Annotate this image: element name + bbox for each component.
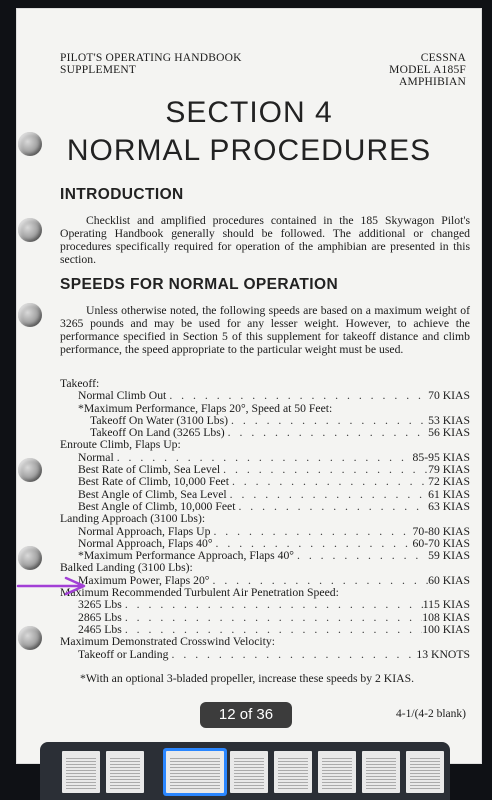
speed-label: Normal Approach, Flaps Up (78, 525, 211, 538)
dot-leader (210, 526, 412, 538)
speed-row (60, 550, 470, 562)
speed-row (60, 526, 470, 538)
document-page[interactable] (16, 8, 482, 764)
speed-value: 72 KIAS (428, 476, 470, 489)
page-thumbnail[interactable] (274, 751, 312, 793)
dot-leader (169, 649, 417, 661)
speed-label: *Maximum Performance, Flaps 20°, Speed at 50 Feet: (78, 402, 333, 415)
speed-label: Enroute Climb, Flaps Up: (60, 439, 181, 452)
speed-row (60, 476, 470, 488)
section-title: NORMAL PROCEDURES (66, 134, 432, 167)
speed-value: 70-80 KIAS (412, 525, 470, 538)
speed-label: Takeoff On Water (3100 Lbs) (90, 414, 229, 427)
speed-value: 61 KIAS (428, 488, 470, 501)
speed-row (60, 489, 470, 501)
dot-leader (122, 612, 422, 624)
speed-label: Best Angle of Climb, 10,000 Feet (78, 500, 236, 513)
speed-label: 2865 Lbs (78, 611, 122, 624)
speed-value: 70 KIAS (428, 390, 470, 403)
speed-row (60, 501, 470, 513)
speeds-table (60, 378, 470, 661)
speed-label: Maximum Power, Flaps 20° (78, 574, 210, 587)
speed-label: Balked Landing (3100 Lbs): (60, 562, 193, 575)
speed-value: 115 KIAS (422, 599, 470, 612)
page-thumbnail[interactable] (406, 751, 444, 793)
speed-row (60, 427, 470, 439)
binder-hole (18, 218, 42, 242)
dot-leader (228, 415, 428, 427)
speed-label: Maximum Demonstrated Crosswind Velocity: (60, 636, 276, 649)
speed-value: 59 KIAS (428, 550, 470, 563)
speed-row (60, 612, 470, 624)
speed-label: 2465 Lbs (78, 623, 122, 636)
page-thumbnail[interactable] (62, 751, 100, 793)
header-variant: AMPHIBIAN (399, 76, 466, 88)
speed-label: Maximum Recommended Turbulent Air Penetration Speed: (60, 587, 339, 600)
speed-label: Best Angle of Climb, Sea Level (78, 488, 227, 501)
dot-leader (122, 599, 423, 611)
speed-label: Takeoff: (60, 378, 100, 390)
introduction-text: Checklist and amplified procedures contained in the 185 Skywagon Pilot's Operating Handbook generally should be followed. The additional or changed procedures specifically required for operation of the amphibian are presented in this section. (60, 214, 470, 266)
speed-value: 79 KIAS (428, 464, 470, 477)
dot-leader (225, 427, 428, 439)
dot-leader (229, 476, 428, 488)
dot-leader (227, 489, 428, 501)
introduction-paragraph (60, 214, 470, 266)
speed-label: Best Rate of Climb, 10,000 Feet (78, 476, 229, 489)
annotation-arrow (16, 576, 96, 596)
speed-label: Takeoff On Land (3265 Lbs) (90, 427, 225, 440)
speed-value: 60 KIAS (428, 574, 470, 587)
page-thumbnail[interactable] (230, 751, 268, 793)
page-thumbnail-current[interactable] (166, 751, 224, 793)
page-number: 4-1/(4-2 blank) (396, 708, 466, 720)
section-number: SECTION 4 (165, 96, 333, 129)
speed-value: 53 KIAS (428, 414, 470, 427)
speed-row (60, 599, 470, 611)
speed-label: Takeoff or Landing (78, 648, 169, 661)
header-make: CESSNA (420, 52, 466, 64)
introduction-heading: INTRODUCTION (60, 186, 184, 203)
dot-leader (235, 501, 428, 513)
page-thumbnail[interactable] (362, 751, 400, 793)
thumbnail-strip[interactable] (40, 742, 450, 800)
header-left (60, 52, 242, 76)
speed-row (60, 575, 470, 587)
speed-value: 85-95 KIAS (412, 451, 470, 464)
speed-row (60, 464, 470, 476)
speed-value: 60-70 KIAS (412, 537, 470, 550)
binder-hole (18, 458, 42, 482)
speeds-text: Unless otherwise noted, the following speeds are based on a maximum weight of 3265 pounds and may be used for any lesser weight. However, to achieve the performance specified in Section 5 of this supplement for takeoff distance and climb performance, the speed appropriate to the particular weight must be used. (60, 304, 470, 356)
dot-leader (294, 550, 428, 562)
binder-hole (18, 626, 42, 650)
speed-label: Normal Climb Out (78, 390, 167, 403)
header-supplement: SUPPLEMENT (60, 64, 137, 76)
dot-leader (166, 390, 428, 402)
dot-leader (114, 452, 413, 464)
speed-row (60, 636, 470, 648)
binder-hole (18, 546, 42, 570)
speed-row (60, 587, 470, 599)
binder-hole (18, 303, 42, 327)
header-model: MODEL A185F (389, 64, 466, 76)
speed-row (60, 513, 470, 525)
dot-leader (220, 464, 428, 476)
dot-leader (213, 538, 413, 550)
speed-label: *Maximum Performance Approach, Flaps 40° (78, 550, 294, 563)
speed-label: Normal (78, 451, 114, 464)
header-handbook: PILOT'S OPERATING HANDBOOK (60, 52, 242, 64)
speeds-heading: SPEEDS FOR NORMAL OPERATION (60, 276, 339, 293)
page-counter: 12 of 36 (200, 702, 292, 728)
page-thumbnail[interactable] (318, 751, 356, 793)
speed-row (60, 415, 470, 427)
speed-row (60, 562, 470, 574)
speed-label: Normal Approach, Flaps 40° (78, 537, 213, 550)
speed-label: Landing Approach (3100 Lbs): (60, 513, 206, 526)
speed-value: 108 KIAS (422, 611, 470, 624)
speed-row (60, 452, 470, 464)
dot-leader (122, 624, 422, 636)
page-thumbnail[interactable] (106, 751, 144, 793)
speed-label: Best Rate of Climb, Sea Level (78, 464, 221, 477)
speed-row (60, 378, 470, 390)
speed-row (60, 390, 470, 402)
speed-row (60, 624, 470, 636)
speed-label: 3265 Lbs (78, 599, 122, 612)
speed-value: 13 KNOTS (416, 648, 470, 661)
speeds-paragraph (60, 304, 470, 356)
speed-row (60, 439, 470, 451)
speed-value: 100 KIAS (422, 623, 470, 636)
speed-value: 63 KIAS (428, 500, 470, 513)
header-right (389, 52, 466, 88)
speed-value: 56 KIAS (428, 427, 470, 440)
speeds-footnote: *With an optional 3-bladed propeller, increase these speeds by 2 KIAS. (80, 672, 415, 685)
speed-row (60, 403, 470, 415)
speed-row (60, 649, 470, 661)
dot-leader (209, 575, 428, 587)
speed-row (60, 538, 470, 550)
